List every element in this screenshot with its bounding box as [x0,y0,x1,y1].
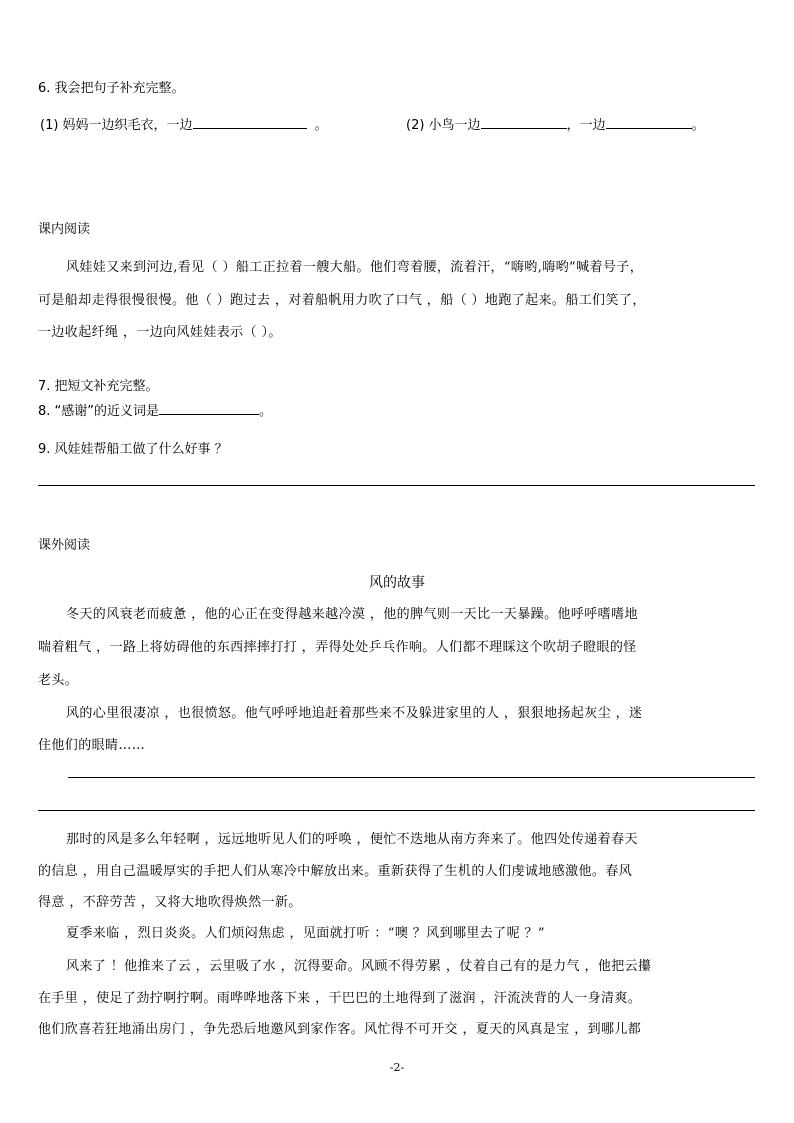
p2-line-1: 风的心里很凄凉 ，也很愤怒。他气呼呼地追赶着那些来不及躲进家里的人 ，狠狠地扬起灰尘 ，迷 [66,706,643,721]
q6-s2-text: (2) 小鸟一边 [406,118,481,133]
q6-s1-text: (1) 妈妈一边织毛衣，一边 [40,118,193,133]
q6-s2-blank-2[interactable] [606,114,692,129]
q6-s1-end: 。 [314,118,328,133]
in-class-line-1: 风娃娃又来到河边,看见（ ）船工正拉着一艘大船。他们弯着腰，流着汗，“嗨哟,嗨哟”喊着号子， [66,260,644,275]
answer-line-1[interactable] [68,777,755,778]
answer-line-2[interactable] [38,810,755,811]
q6-s2-mid: ，一边 [566,118,606,133]
q8-blank[interactable] [159,400,259,415]
p1-line-2: 喘着粗气 ，一路上将妨碍他的东西摔摔打打 ，弄得处处乒乓作响。人们都不理睬这个吹胡子瞪眼的怪 [38,640,637,655]
p4-line-1: 夏季来临 ，烈日炎炎。人们烦闷焦虑 ，见面就打听 ：“噢 ？风到哪里去了呢 ？” [66,926,545,941]
p1-line-1: 冬天的风衰老而疲惫 ，他的心正在变得越来越冷漠 ，他的脾气则一天比一天暴躁。他呼呼嗜嗜地 [66,607,638,622]
q8-end: 。 [259,404,273,419]
out-class-heading: 课外阅读 [38,538,91,553]
q6-s2-blank-1[interactable] [481,114,567,129]
in-class-line-2: 可是船却走得很慢很慢。他（ ）跑过去 ，对着船帆用力吹了口气 ，船（ ）地跑了起来。船工们笑了， [38,293,646,308]
in-class-line-3: 一边收起纤绳 ，一边向风娃娃表示（ ）。 [38,325,282,340]
q8-text: 8. “感谢”的近义词是 [38,404,160,419]
p3-line-3: 得意 ，不辞劳苦 ，又将大地吹得焕然一新。 [38,895,302,910]
q9-answer-line[interactable] [38,485,755,486]
q6-s1-blank[interactable] [193,114,307,129]
p3-line-2: 的信息 ，用自己温暖厚实的手把人们从寒冷中解放出来。重新获得了生机的人们虔诚地感激他。春风 [38,864,633,879]
p1-line-3: 老头。 [38,673,79,688]
q9: 9. 风娃娃帮船工做了什么好事 ？ [38,442,228,457]
q6-sentence-1 [40,114,328,133]
page-number: -2- [389,1061,405,1074]
p5-line-3: 他们欣喜若狂地涌出房门 ，争先恐后地邀风到家作客。风忙得不可开交 ，夏天的风真是宝 ，到哪儿都 [38,1022,642,1037]
p2-line-2: 住他们的眼睛…… [38,738,146,753]
in-class-heading: 课内阅读 [38,222,91,237]
story-title: 风的故事 [369,575,425,591]
p5-line-1: 风来了 ！他推来了云 ，云里吸了水 ，沉得要命。风顾不得劳累 ，仗着自己有的是力气 ，他把云攥 [66,959,652,974]
q8 [38,400,272,419]
q6-sentence-2 [406,114,705,133]
q6-s2-end: 。 [691,118,705,133]
q7: 7. 把短文补充完整。 [38,379,159,394]
p3-line-1: 那时的风是多么年轻啊 ，远远地听见人们的呼唤 ，便忙不迭地从南方奔来了。他四处传递着春天 [66,832,638,847]
p5-line-2: 在手里 ，使足了劲拧啊拧啊。雨哗哗地落下来 ，干巴巴的土地得到了滋润 ，汗流浃背的人一身清爽。 [38,991,642,1006]
q6-title: 6. 我会把句子补充完整。 [38,81,185,96]
